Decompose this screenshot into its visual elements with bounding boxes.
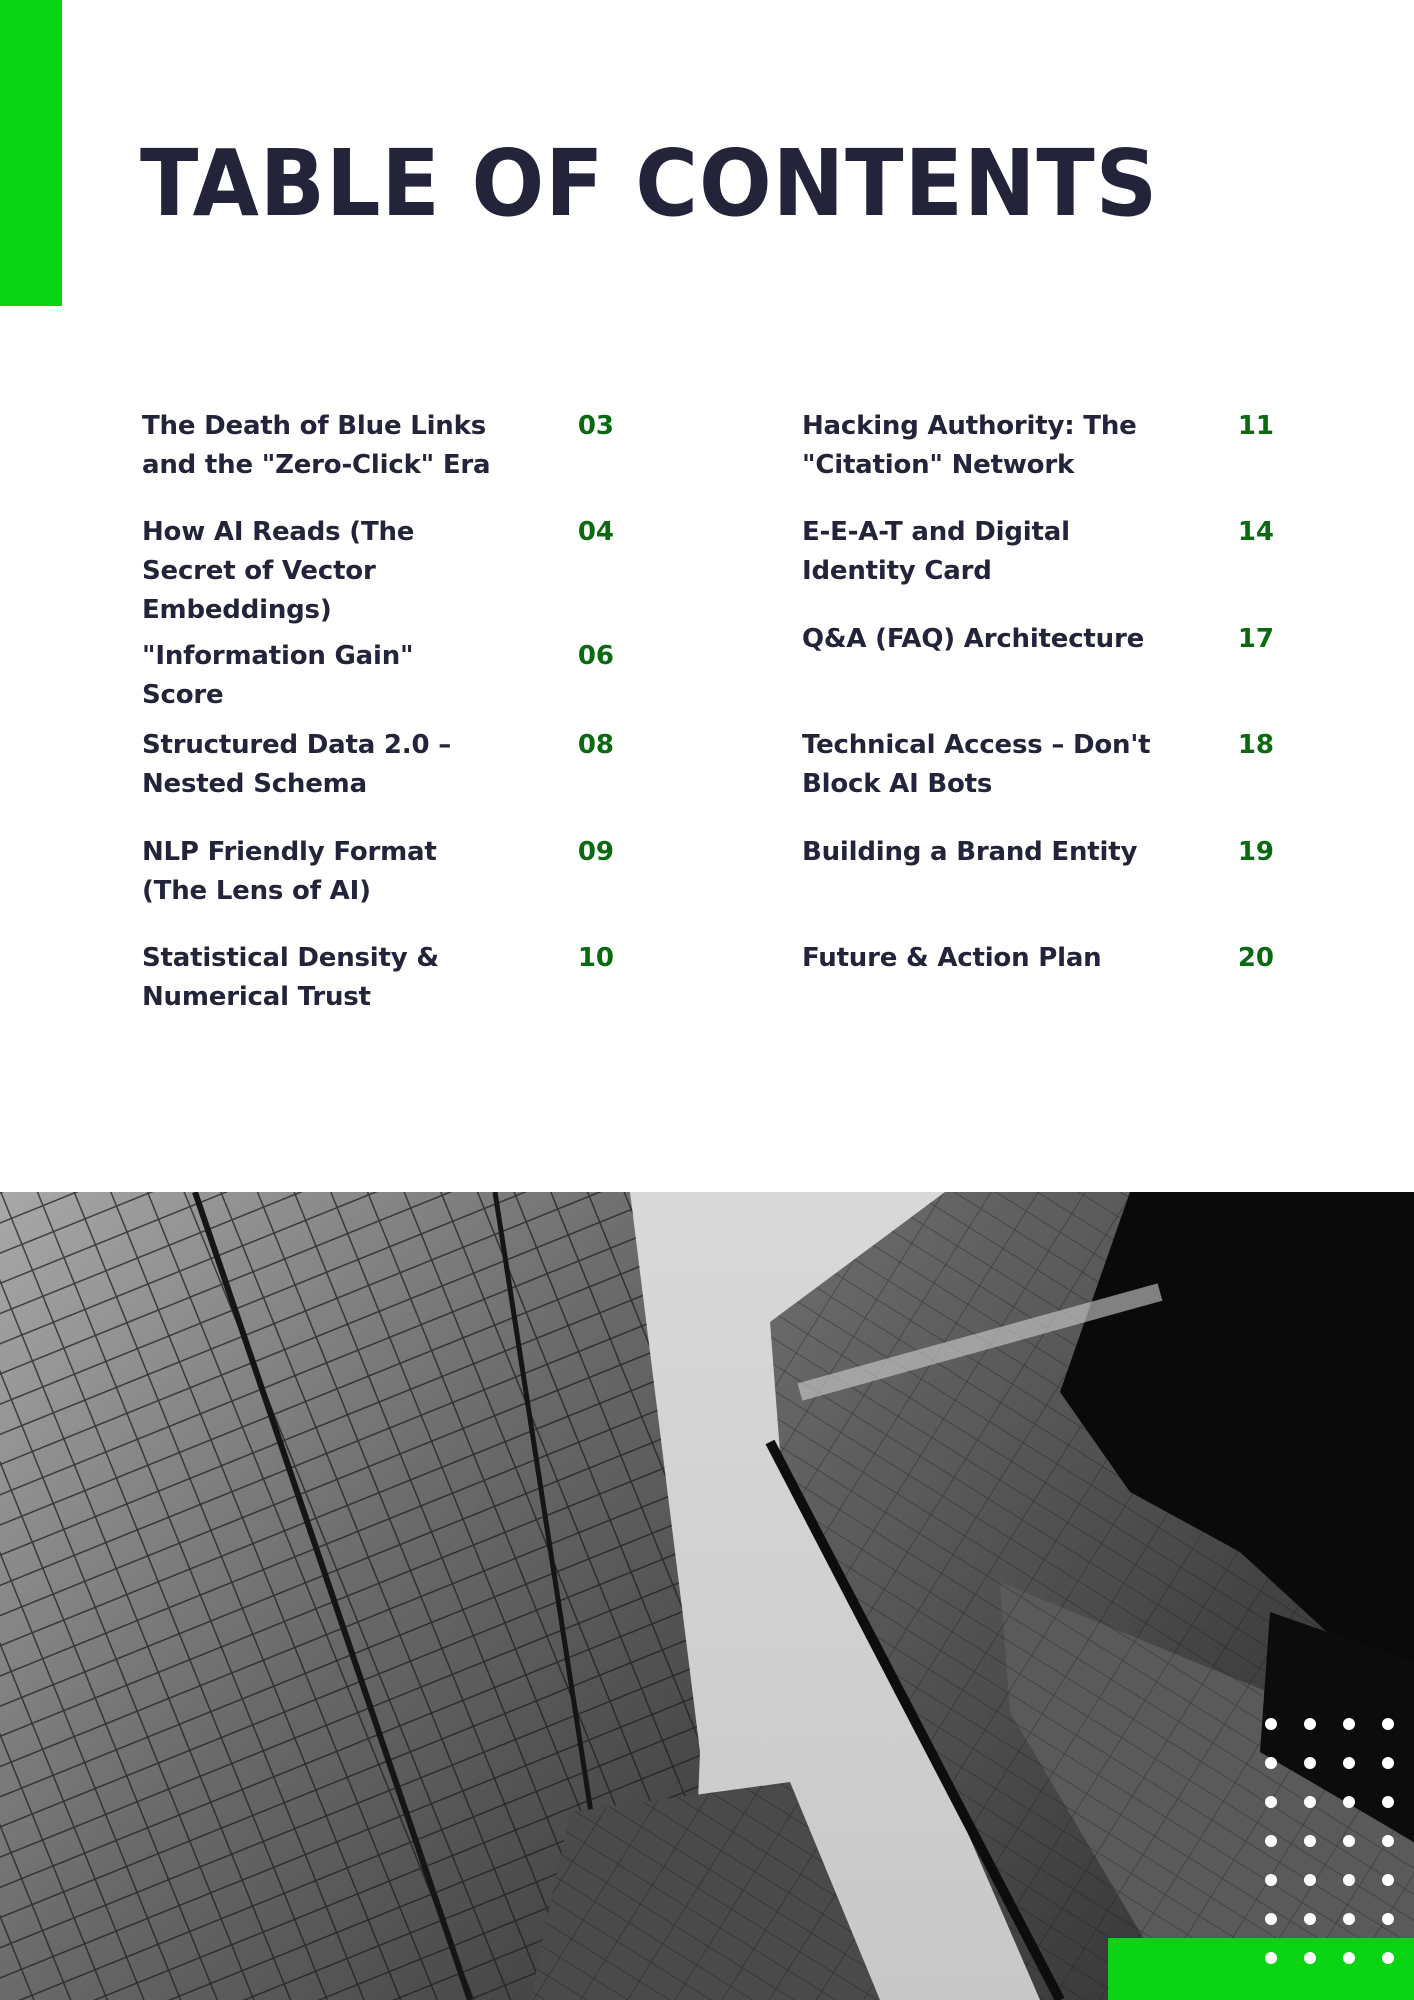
dot-icon	[1382, 1796, 1394, 1808]
toc-entry-title: The Death of Blue Links and the "Zero-Click" Era	[142, 411, 491, 480]
dot-icon	[1304, 1796, 1316, 1808]
dot-icon	[1304, 1757, 1316, 1769]
dot-icon	[1265, 1874, 1277, 1886]
toc-entry-page: 20	[1237, 943, 1274, 973]
toc-entry-page: 14	[1237, 517, 1274, 547]
dot-icon	[1382, 1874, 1394, 1886]
dot-icon	[1265, 1718, 1277, 1730]
dot-icon	[1265, 1796, 1277, 1808]
toc-entry-page: 17	[1237, 624, 1274, 654]
dot-icon	[1304, 1718, 1316, 1730]
dot-icon	[1382, 1913, 1394, 1925]
toc-entry[interactable]	[802, 620, 1274, 659]
toc-entry-title: Statistical Density & Numerical Trust	[142, 943, 439, 1012]
toc-entry-page: 03	[577, 411, 614, 441]
toc-entry[interactable]	[802, 939, 1274, 978]
toc-entry[interactable]	[802, 407, 1274, 485]
toc-entry-page: 06	[577, 641, 614, 671]
dot-icon	[1343, 1757, 1355, 1769]
toc-entry[interactable]	[142, 726, 614, 804]
toc-entry-page: 19	[1237, 837, 1274, 867]
toc-entry-title: Future & Action Plan	[802, 943, 1102, 973]
dot-icon	[1382, 1952, 1394, 1964]
toc-entry[interactable]	[142, 513, 614, 630]
toc-entry[interactable]	[142, 833, 614, 911]
toc-entry-page: 04	[577, 517, 614, 547]
dot-icon	[1343, 1952, 1355, 1964]
dot-icon	[1343, 1718, 1355, 1730]
toc-entry-title: NLP Friendly Format (The Lens of AI)	[142, 837, 437, 906]
dot-icon	[1343, 1913, 1355, 1925]
toc-entry-title: Q&A (FAQ) Architecture	[802, 624, 1145, 654]
toc-entry-title: How AI Reads (The Secret of Vector Embeddings)	[142, 517, 415, 625]
toc-entry[interactable]	[142, 407, 614, 485]
toc-entry-page: 10	[577, 943, 614, 973]
toc-entry-title: "Information Gain" Score	[142, 641, 414, 710]
dot-icon	[1343, 1796, 1355, 1808]
toc-entry[interactable]	[142, 939, 614, 1017]
dot-icon	[1265, 1835, 1277, 1847]
toc-entry[interactable]	[802, 726, 1274, 804]
toc-entry-title: Technical Access – Don't Block AI Bots	[802, 730, 1151, 799]
dot-icon	[1265, 1757, 1277, 1769]
toc-entry-page: 09	[577, 837, 614, 867]
toc-entry-title: Building a Brand Entity	[802, 837, 1138, 867]
toc-entry[interactable]	[802, 513, 1274, 591]
dot-icon	[1304, 1835, 1316, 1847]
skyscraper-photo	[0, 1192, 1414, 2000]
dot-icon	[1265, 1952, 1277, 1964]
dot-icon	[1343, 1874, 1355, 1886]
dot-icon	[1304, 1874, 1316, 1886]
toc-entry-page: 18	[1237, 730, 1274, 760]
toc-entry-title: E-E-A-T and Digital Identity Card	[802, 517, 1070, 586]
toc-entry[interactable]	[142, 637, 614, 715]
dot-icon	[1343, 1835, 1355, 1847]
toc-entry-page: 11	[1237, 411, 1274, 441]
page-title: TABLE OF CONTENTS	[140, 130, 1159, 237]
toc-entry[interactable]	[802, 833, 1274, 872]
dot-icon	[1382, 1835, 1394, 1847]
dot-icon	[1382, 1718, 1394, 1730]
toc-entry-page: 08	[577, 730, 614, 760]
dot-icon	[1304, 1952, 1316, 1964]
dot-icon	[1265, 1913, 1277, 1925]
dot-icon	[1304, 1913, 1316, 1925]
toc-entry-title: Structured Data 2.0 – Nested Schema	[142, 730, 452, 799]
decorative-dot-grid	[1265, 1718, 1414, 1998]
dot-icon	[1382, 1757, 1394, 1769]
toc-entry-title: Hacking Authority: The "Citation" Network	[802, 411, 1137, 480]
green-accent-bar	[0, 0, 62, 306]
